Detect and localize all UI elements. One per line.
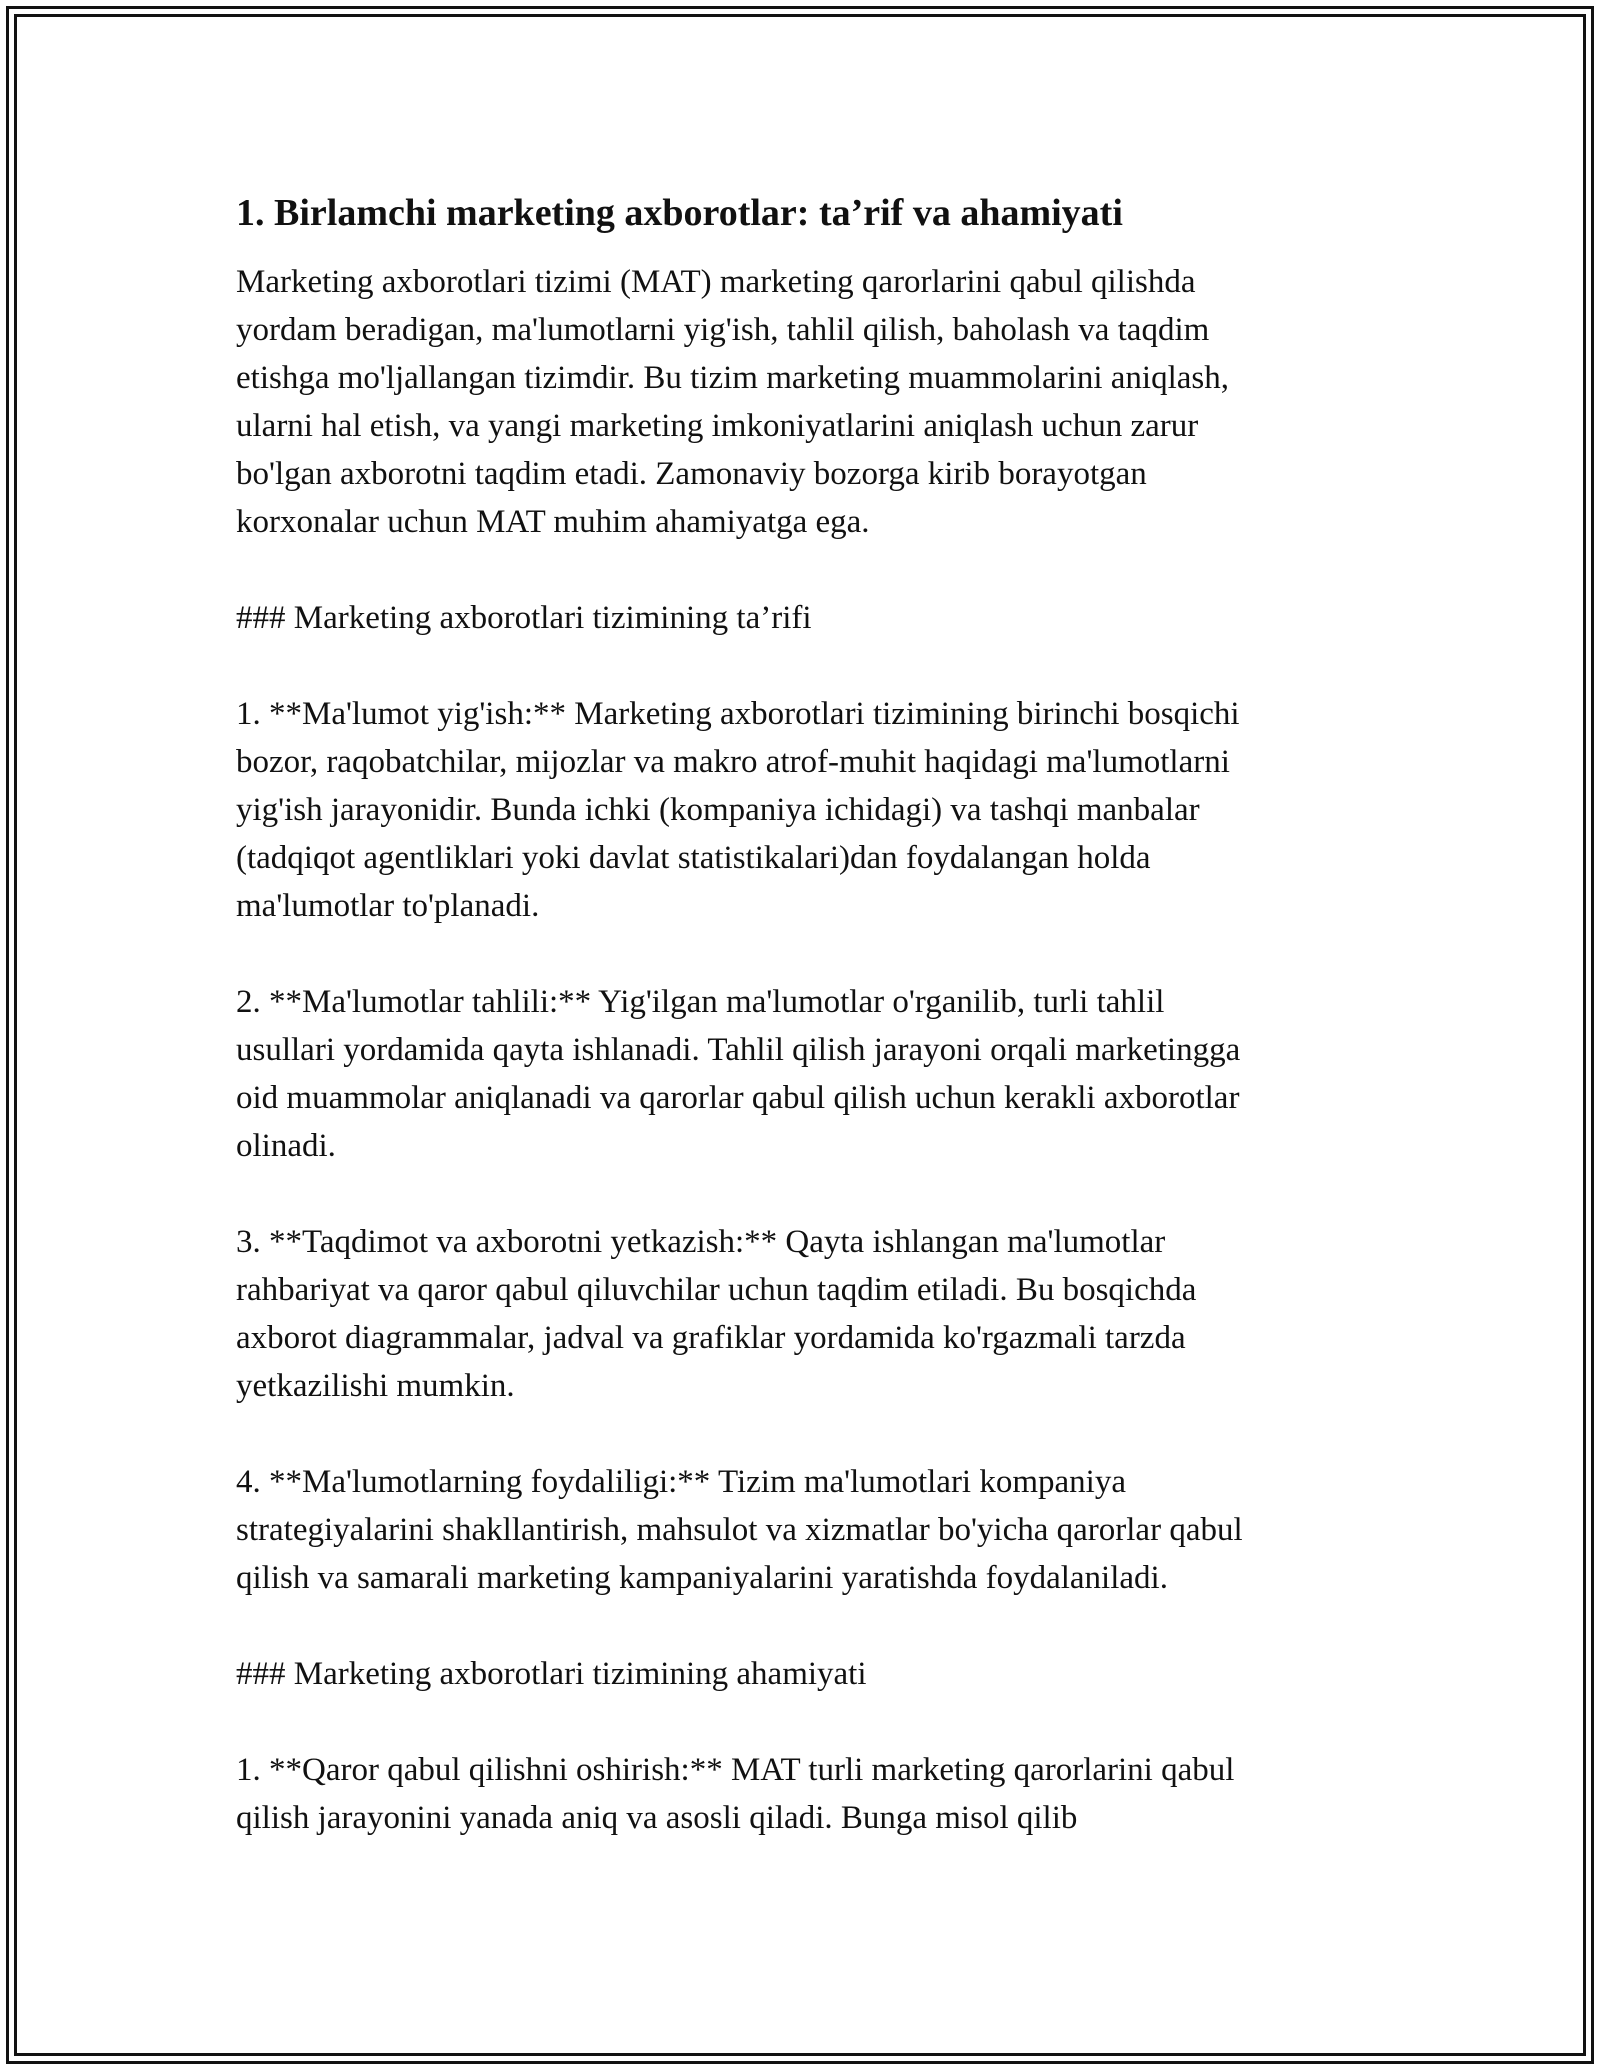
- definition-item-2: 2. **Ma'lumotlar tahlili:** Yig'ilgan ma'lumotlar o'rganilib, turli tahlil usullari yordamida qayta ishlanadi. Tahlil qilish jarayoni orqali marketingga oid muammolar aniqlanadi va qarorlar qabul qilish uchun kerakli axborotlar olinadi.: [236, 984, 1241, 1164]
- definition-item-3: 3. **Taqdimot va axborotni yetkazish:** Qayta ishlangan ma'lumotlar rahbariyat va qaror qabul qiluvchilar uchun taqdim etiladi. Bu bosqichda axborot diagrammalar, jadval va grafiklar yordamida ko'rgazmali tarzda yetkazilishi mumkin.: [236, 1224, 1197, 1404]
- document-title: 1. Birlamchi marketing axborotlar: ta’rif va ahamiyati: [236, 192, 1123, 234]
- importance-item-1: 1. **Qaror qabul qilishni oshirish:** MAT turli marketing qarorlarini qabul qilish jarayonini yanada aniq va asosli qiladi. Bunga misol qilib: [236, 1752, 1235, 1836]
- importance-heading: ### Marketing axborotlari tizimining ahamiyati: [236, 1656, 867, 1692]
- paragraph-gap: [236, 1698, 1366, 1746]
- paragraph-gap: [236, 1170, 1366, 1218]
- paragraph-gap: [236, 642, 1366, 690]
- definition-item-4: 4. **Ma'lumotlarning foydaliligi:** Tizim ma'lumotlari kompaniya strategiyalarini shakllantirish, mahsulot va xizmatlar bo'yicha qarorlar qabul qilish va samarali marketing kampaniyalarini yaratishda foydalaniladi.: [236, 1464, 1243, 1596]
- intro-paragraph: Marketing axborotlari tizimi (MAT) marketing qarorlarini qabul qilishda yordam beradigan, ma'lumotlarni yig'ish, tahlil qilish, baholash va taqdim etishga mo'ljallangan tizimdir. Bu tizim marketing muammolarini aniqlash, ularni hal etish, va yangi marketing imkoniyatlarini aniqlash uchun zarur bo'lgan axborotni taqdim etadi. Zamonaviy bozorga kirib borayotgan korxonalar uchun MAT muhim ahamiyatga ega.: [236, 264, 1229, 540]
- definition-item-1: 1. **Ma'lumot yig'ish:** Marketing axborotlari tizimining birinchi bosqichi bozor, raqobatchilar, mijozlar va makro atrof-muhit haqidagi ma'lumotlarni yig'ish jarayonidir. Bunda ichki (kompaniya ichidagi) va tashqi manbalar (tadqiqot agentliklari yoki davlat statistikalari)dan foydalangan holda ma'lumotlar to'planadi.: [236, 696, 1240, 924]
- paragraph-gap: [236, 546, 1366, 594]
- paragraph-gap: [236, 1410, 1366, 1458]
- document-body: [236, 188, 1366, 1842]
- definition-heading: ### Marketing axborotlari tizimining ta’rifi: [236, 600, 812, 636]
- paragraph-gap: [236, 1602, 1366, 1650]
- paragraph-gap: [236, 930, 1366, 978]
